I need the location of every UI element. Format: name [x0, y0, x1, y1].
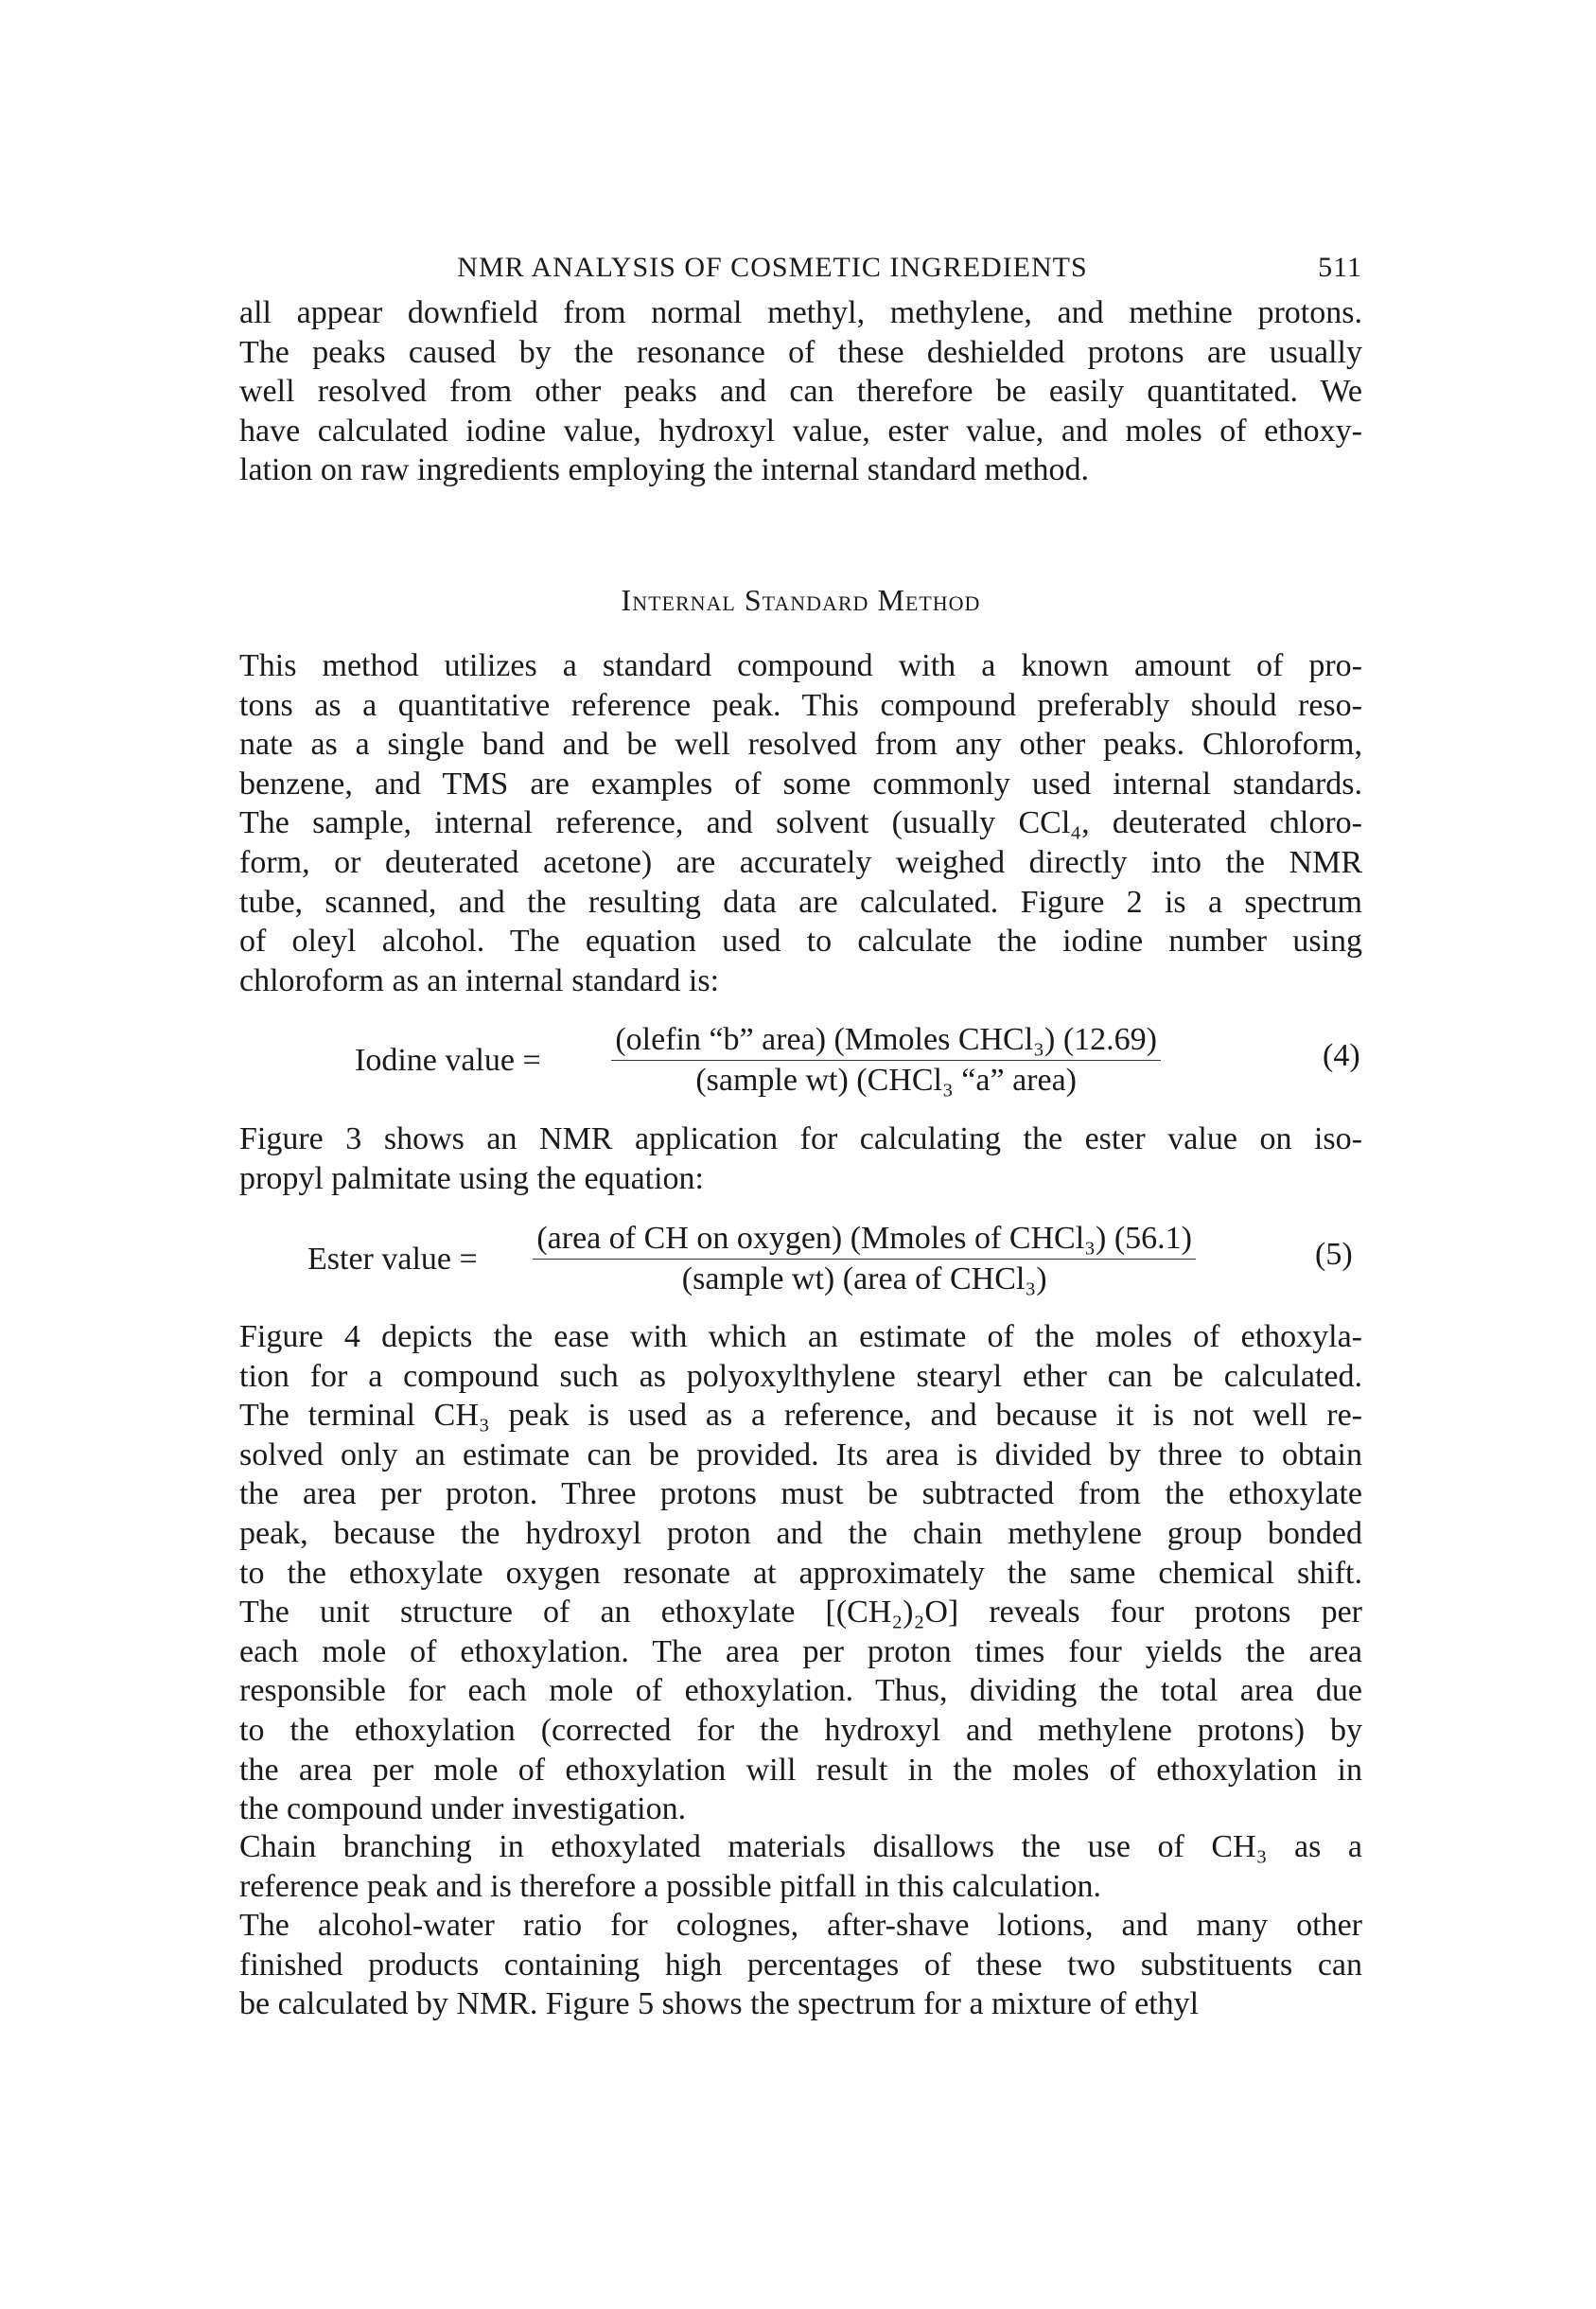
text-line: tion for a compound such as polyoxylthylene stearyl ether can be calculated.	[239, 1358, 1362, 1394]
page-number: 511	[1318, 252, 1362, 283]
equation-5-fraction	[491, 1221, 1238, 1297]
text-line: all appear downfield from normal methyl, methylene, and methine protons.	[239, 295, 1362, 330]
text-line: responsible for each mole of ethoxylation. Thus, dividing the total area due	[239, 1673, 1362, 1709]
text-line: The terminal CH₃ peak is used as a reference, and because it is not well re-	[239, 1398, 1362, 1434]
text-line: have calculated iodine value, hydroxyl value, ester value, and moles of ethoxy-	[239, 413, 1362, 449]
equation-4-denominator: (sample wt) (CHCl₃ “a” area)	[695, 1063, 1077, 1098]
text-line: chloroform as an internal standard is:	[239, 962, 720, 998]
equation-5	[307, 1221, 1238, 1297]
text-line: The unit structure of an ethoxylate [(CH₂)₂O] reveals four protons per	[239, 1595, 1362, 1630]
paragraph-3	[239, 1119, 1362, 1198]
paragraph-1	[239, 293, 1362, 490]
text-line: propyl palmitate using the equation:	[239, 1160, 705, 1196]
text-line: well resolved from other peaks and can therefore be easily quantitated. We	[239, 374, 1362, 410]
text-line: the compound under investigation.	[239, 1791, 687, 1827]
text-line: each mole of ethoxylation. The area per proton times four yields the area	[239, 1633, 1362, 1669]
equation-4-numerator: (olefin “b” area) (Mmoles CHCl₃) (12.69)	[611, 1022, 1161, 1061]
text-line: to the ethoxylate oxygen resonate at approximately the same chemical shift.	[239, 1555, 1362, 1591]
equation-5-denominator: (sample wt) (area of CHCl₃)	[681, 1261, 1047, 1296]
equation-4-number: (4)	[1323, 1038, 1360, 1073]
section-heading: Internal Standard Method	[621, 583, 981, 617]
text-line: the area per proton. Three protons must be subtracted from the ethoxylate	[239, 1476, 1362, 1512]
paragraph-2	[239, 646, 1362, 1000]
equation-5-number: (5)	[1315, 1237, 1353, 1272]
text-line: finished products containing high percentages of these two substituents can	[239, 1947, 1362, 1983]
text-line: The sample, internal reference, and solvent (usually CCl₄, deuterated chloro-	[239, 805, 1362, 841]
paragraph-4	[239, 1317, 1362, 1829]
equation-5-label: Ester value =	[307, 1241, 478, 1277]
text-line: to the ethoxylation (corrected for the hydroxyl and methylene protons) by	[239, 1712, 1362, 1748]
text-line: Figure 4 depicts the ease with which an estimate of the moles of ethoxyla-	[239, 1319, 1362, 1354]
text-line: tons as a quantitative reference peak. This compound preferably should reso-	[239, 687, 1362, 723]
equation-4-fraction	[560, 1022, 1213, 1099]
text-line: This method utilizes a standard compound with a known amount of pro-	[239, 648, 1362, 683]
paragraph-5	[239, 1827, 1362, 1906]
text-line: of oleyl alcohol. The equation used to calculate the iodine number using	[239, 924, 1362, 960]
text-line: reference peak and is therefore a possible pitfall in this calculation.	[239, 1868, 1102, 1904]
equation-4-label: Iodine value =	[355, 1042, 541, 1078]
text-line: nate as a single band and be well resolved from any other peaks. Chloroform,	[239, 727, 1362, 763]
text-line: lation on raw ingredients employing the internal standard method.	[239, 452, 1089, 488]
text-line: form, or deuterated acetone) are accurately weighed directly into the NMR	[239, 844, 1362, 880]
equation-5-numerator: (area of CH on oxygen) (Mmoles of CHCl₃) (56.1)	[533, 1221, 1196, 1260]
text-line: Chain branching in ethoxylated materials disallows the use of CH₃ as a	[239, 1829, 1362, 1864]
text-line: The alcohol-water ratio for colognes, after-shave lotions, and many other	[239, 1908, 1362, 1943]
paragraph-6	[239, 1906, 1362, 2024]
text-line: benzene, and TMS are examples of some commonly used internal standards.	[239, 766, 1362, 802]
text-line: tube, scanned, and the resulting data are calculated. Figure 2 is a spectrum	[239, 884, 1362, 920]
equation-4	[355, 1022, 1213, 1099]
text-line: peak, because the hydroxyl proton and the chain methylene group bonded	[239, 1515, 1362, 1551]
text-line: solved only an estimate can be provided. Its area is divided by three to obtain	[239, 1437, 1362, 1472]
text-line: The peaks caused by the resonance of these deshielded protons are usually	[239, 334, 1362, 370]
text-line: the area per mole of ethoxylation will result in the moles of ethoxylation in	[239, 1752, 1362, 1788]
header-title: NMR ANALYSIS OF COSMETIC INGREDIENTS	[457, 252, 1088, 283]
text-line: be calculated by NMR. Figure 5 shows the spectrum for a mixture of ethyl	[239, 1986, 1200, 2022]
text-line: Figure 3 shows an NMR application for calculating the ester value on iso-	[239, 1121, 1362, 1156]
running-header	[239, 252, 1362, 291]
